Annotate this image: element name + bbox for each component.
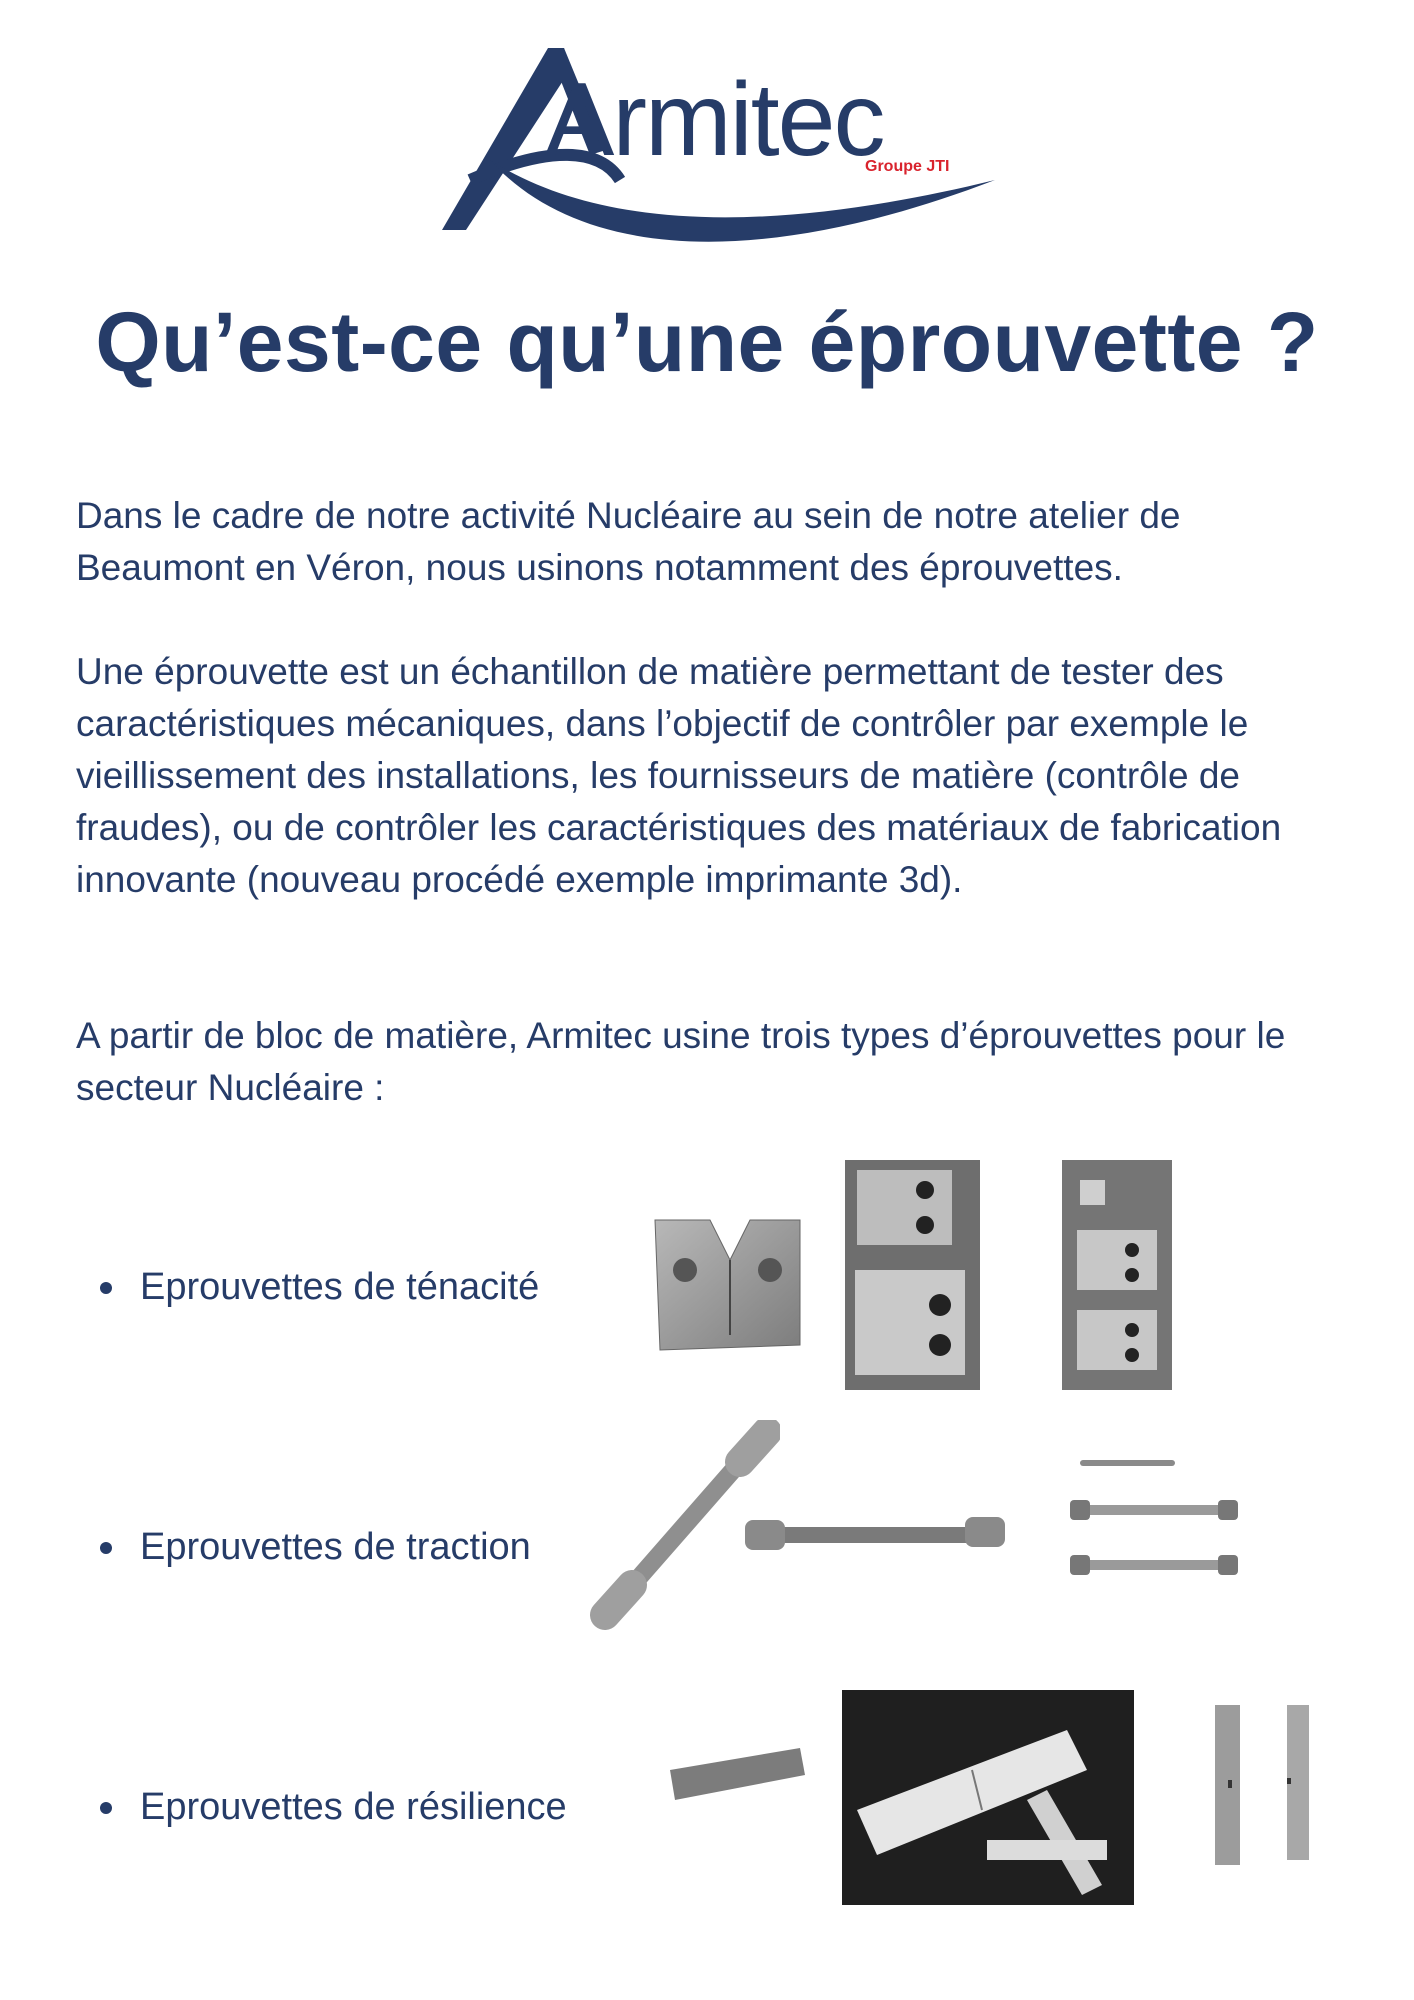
bullet-dot xyxy=(100,1282,112,1294)
definition-paragraph: Une éprouvette est un échantillon de matière permettant de tester des caractéristiques mécaniques, dans l’objectif de contrôler par exemple le vieillissement des installations, les fournisseurs de matière (contrôle de fraudes), ou de contrôler les caractéristiques des matériaux de fabrication innovante (nouveau procédé exemple imprimante 3d). xyxy=(76,651,1282,900)
resilience-bar-photo xyxy=(670,1740,810,1810)
tenacite-set-photo xyxy=(1062,1160,1172,1390)
types-intro-paragraph: A partir de bloc de matière, Armitec usine trois types d’éprouvettes pour le secteur Nucléaire : xyxy=(76,1015,1286,1108)
traction-bar-photo xyxy=(745,1505,1005,1565)
list-item-traction xyxy=(100,1526,531,1569)
page-title: Qu’est-ce qu’une éprouvette ? xyxy=(95,295,1319,389)
logo-group-text: Groupe JTI xyxy=(865,158,950,175)
list-item-tenacite xyxy=(100,1266,539,1309)
tenacite-pair-photo xyxy=(845,1160,980,1390)
intro-paragraph: Dans le cadre de notre activité Nucléaire au sein de notre atelier de Beaumont en Véron, nous usinons notamment des éprouvettes. xyxy=(76,495,1181,588)
traction-set-photo xyxy=(1070,1450,1240,1590)
bullet-dot xyxy=(100,1802,112,1814)
list-item-label: Eprouvettes de traction xyxy=(140,1526,531,1568)
resilience-closeup-photo xyxy=(842,1690,1134,1905)
armitec-logo xyxy=(430,30,1030,260)
bullet-dot xyxy=(100,1542,112,1554)
list-item-resilience xyxy=(100,1786,567,1829)
tenacite-block-photo xyxy=(650,1200,810,1360)
logo-brand-text: Armitec xyxy=(545,62,884,178)
list-item-label: Eprouvettes de résilience xyxy=(140,1786,567,1828)
list-item-label: Eprouvettes de ténacité xyxy=(140,1266,540,1308)
resilience-pair-photo xyxy=(1205,1700,1325,1870)
